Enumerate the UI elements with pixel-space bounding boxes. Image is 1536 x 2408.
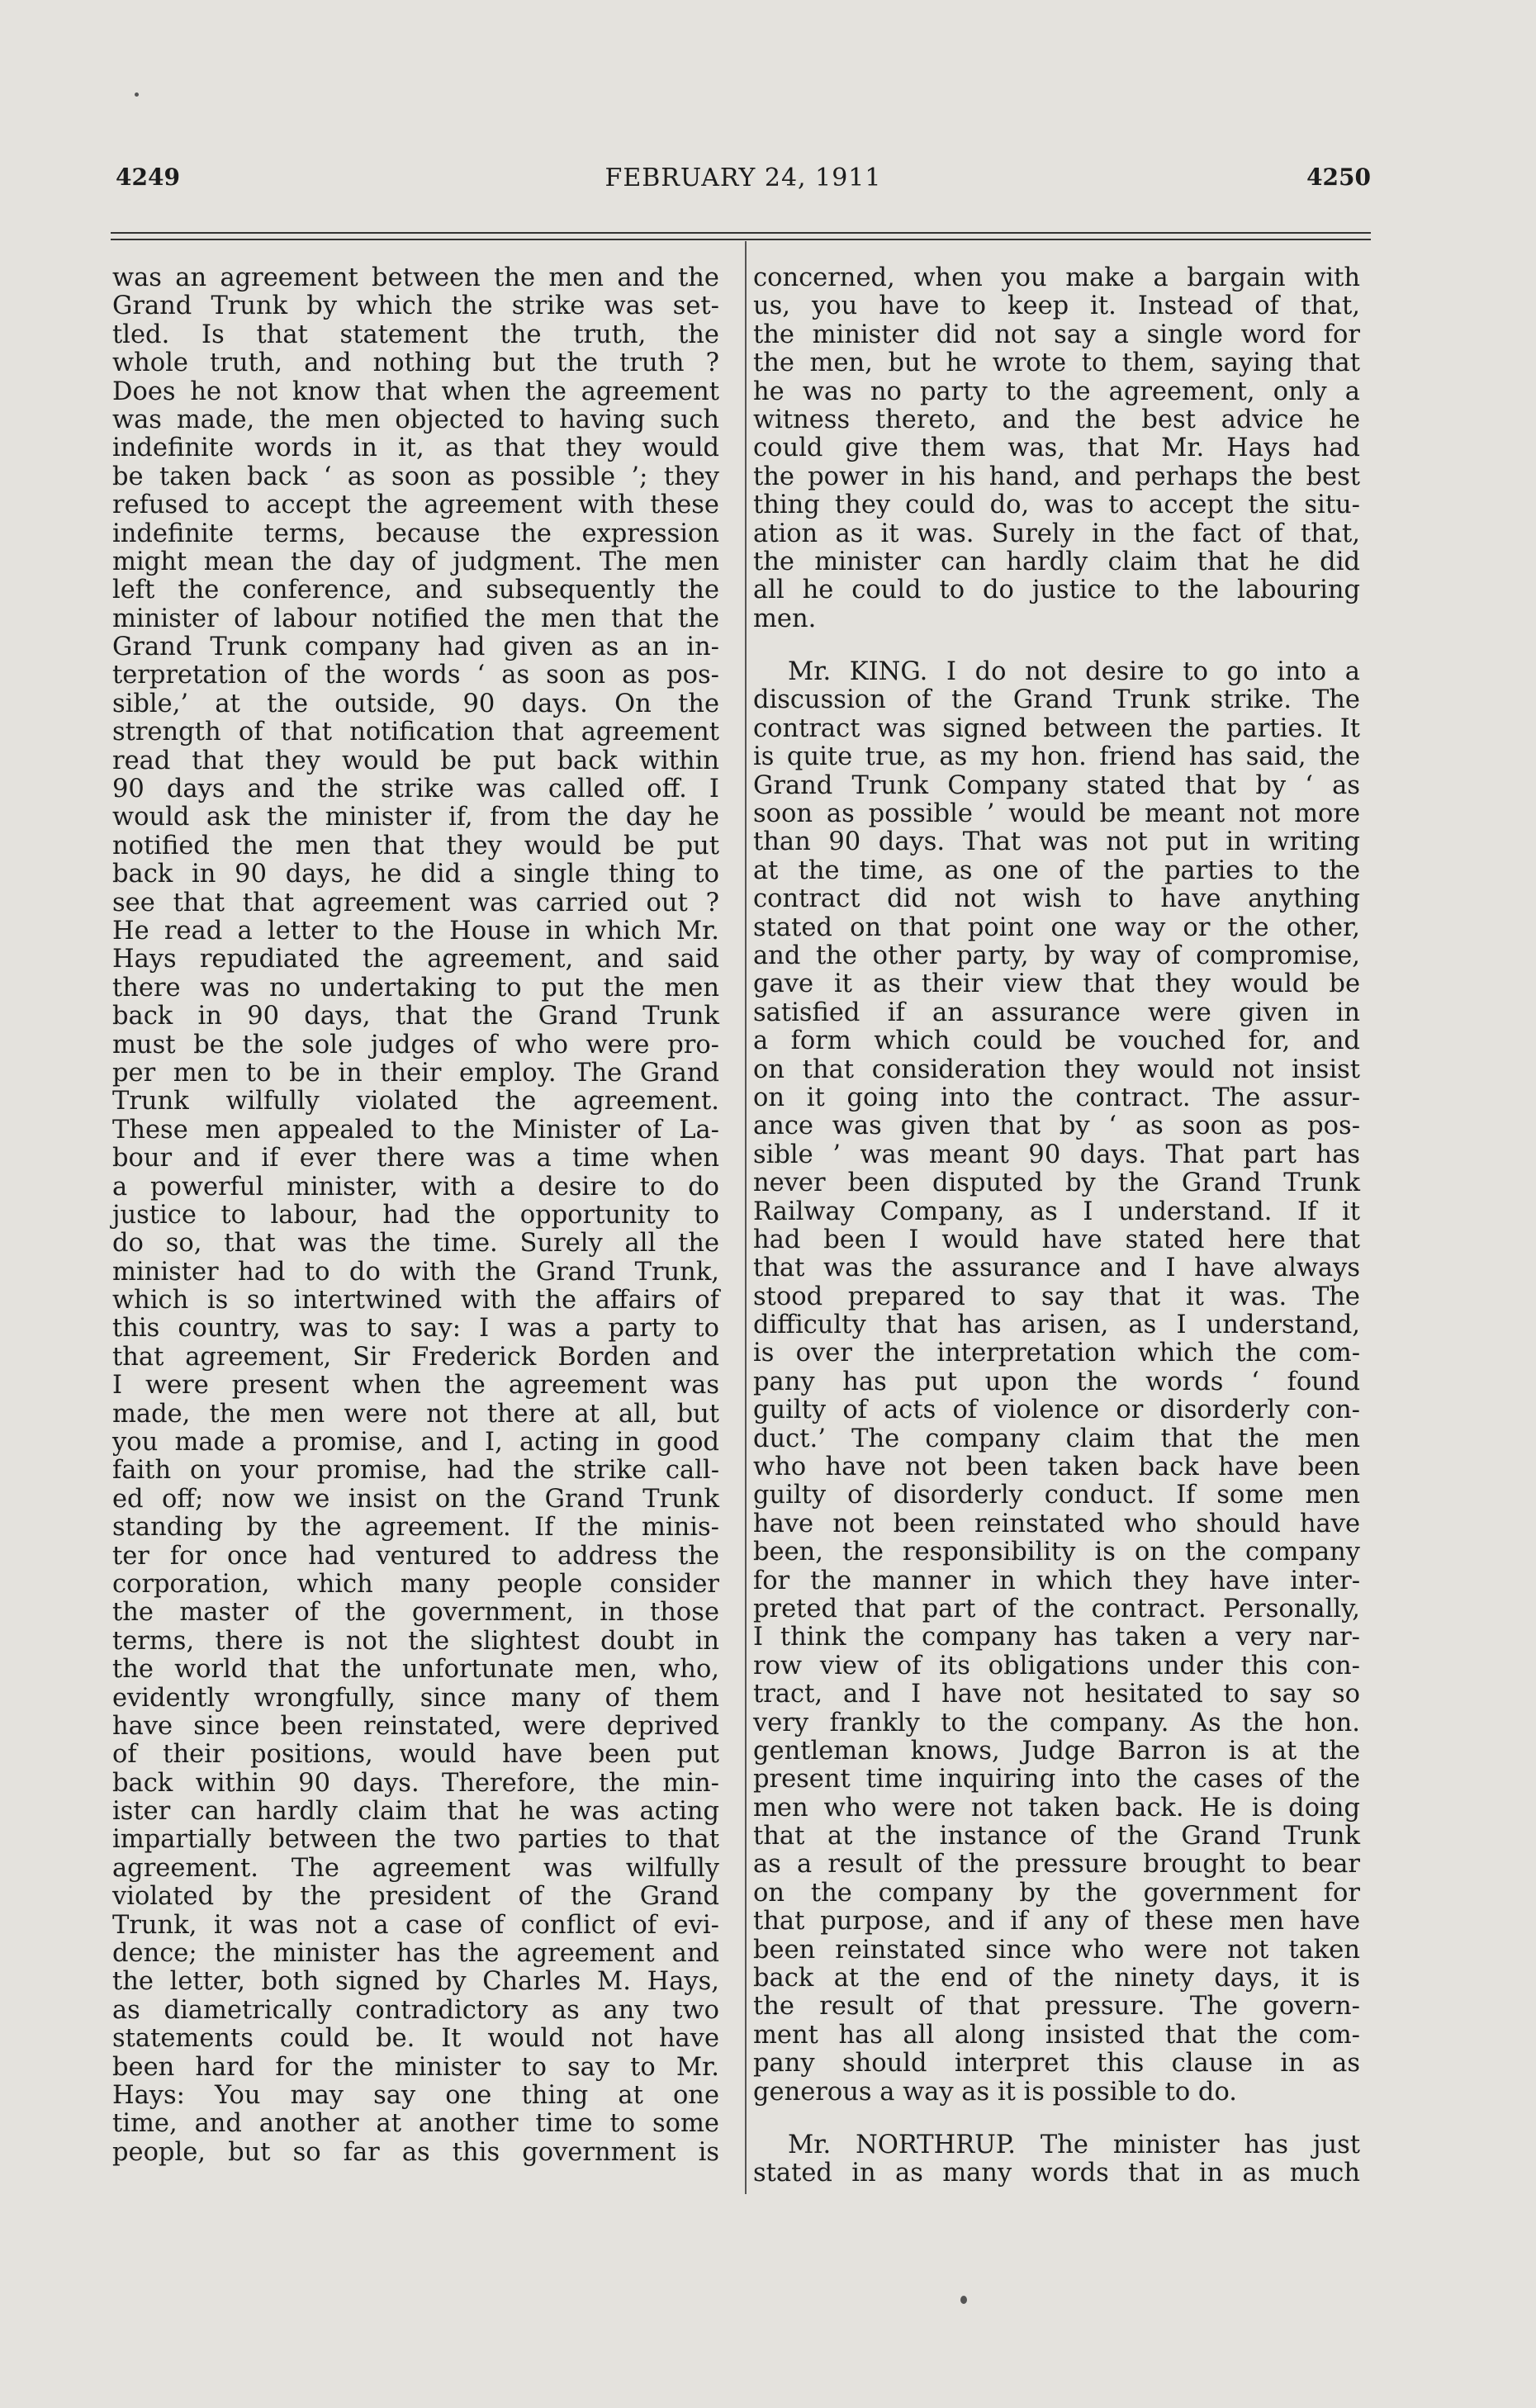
text-line: sible ’ was meant 90 days. That part has	[753, 1140, 1360, 1169]
text-line: Grand Trunk Company stated that by ‘ as	[753, 770, 1360, 800]
text-line: statements could be. It would not have	[112, 2024, 719, 2054]
text-line: for the manner in which they have inter-	[753, 1566, 1360, 1595]
text-line: back in 90 days, he did a single thing to	[112, 860, 719, 889]
text-line: I were present when the agreement was	[112, 1371, 719, 1401]
text-line: never been disputed by the Grand Trunk	[753, 1168, 1360, 1198]
header-rule-bottom	[111, 239, 1371, 240]
text-line: of their positions, would have been put	[112, 1740, 719, 1770]
text-line: Hays repudiated the agreement, and said	[112, 945, 719, 974]
paragraph-gap	[753, 2107, 1360, 2131]
text-line: strength of that notification that agreement	[112, 718, 719, 747]
text-line: and the other party, by way of compromise,	[753, 941, 1360, 970]
page-date: FEBRUARY 24, 1911	[604, 164, 882, 192]
text-line: contract was signed between the parties. It	[753, 713, 1360, 743]
text-line: there was no undertaking to put the men	[112, 973, 719, 1003]
text-line: was made, the men objected to having such	[112, 405, 719, 434]
text-line: guilty of acts of violence or disorderly con-	[753, 1396, 1360, 1425]
text-line: standing by the agreement. If the minis-	[112, 1513, 719, 1543]
text-line: been, the responsibility is on the company	[753, 1538, 1360, 1567]
text-line: minister of labour notified the men that the	[112, 604, 719, 633]
text-line: evidently wrongfully, since many of them	[112, 1683, 719, 1713]
text-line: men.	[753, 604, 817, 633]
text-line: ed off; now we insist on the Grand Trunk	[112, 1484, 719, 1514]
text-line: dence; the minister has the agreement and	[112, 1939, 719, 1969]
text-line: generous a way as it is possible to do.	[753, 2077, 1237, 2107]
text-line: Mr. NORTHRUP. The minister has just	[788, 2131, 1360, 2159]
speck-top	[135, 92, 139, 97]
text-line: see that that agreement was carried out ?	[112, 888, 719, 917]
text-line: might mean the day of judgment. The men	[112, 547, 719, 576]
text-line: terpretation of the words ‘ as soon as pos-	[112, 661, 719, 690]
text-line: read that they would be put back within	[112, 746, 719, 775]
text-line: stated in as many words that in as much	[753, 2159, 1360, 2188]
text-line: impartially between the two parties to that	[112, 1825, 719, 1855]
text-line: Railway Company, as I understand. If it	[753, 1197, 1360, 1226]
text-line: the result of that pressure. The govern-	[753, 1992, 1360, 2022]
text-line: Trunk wilfully violated the agreement.	[112, 1087, 719, 1116]
text-line: I think the company has taken a very nar-	[753, 1623, 1360, 1652]
text-line: agreement. The agreement was wilfully	[112, 1853, 719, 1883]
page-number-right: 4250	[1306, 164, 1371, 191]
text-line: must be the sole judges of who were pro-	[112, 1030, 719, 1059]
text-line: the minister can hardly claim that he did	[753, 547, 1360, 576]
text-line: Grand Trunk by which the strike was set-	[112, 292, 719, 321]
text-line: thing they could do, was to accept the situ-	[753, 491, 1360, 520]
text-line: a form which could be vouched for, and	[753, 1026, 1360, 1056]
text-line: would ask the minister if, from the day he	[112, 803, 719, 832]
text-line: preted that part of the contract. Personally,	[753, 1594, 1360, 1624]
text-line: gentleman knows, Judge Barron is at the	[753, 1736, 1360, 1766]
text-line: stood prepared to say that it was. The	[753, 1282, 1360, 1311]
text-line: that at the instance of the Grand Trunk	[753, 1822, 1360, 1851]
text-line: on it going into the contract. The assur-	[753, 1083, 1360, 1112]
text-line: the world that the unfortunate men, who,	[112, 1655, 719, 1685]
text-line: that purpose, and if any of these men have	[753, 1907, 1360, 1936]
text-line: stated on that point one way or the other,	[753, 912, 1360, 942]
text-line: Grand Trunk company had given as an in-	[112, 633, 719, 662]
text-line: gave it as their view that they would be	[753, 969, 1360, 999]
text-line: have not been reinstated who should have	[753, 1509, 1360, 1538]
text-line: the master of the government, in those	[112, 1598, 719, 1628]
text-line: all he could to do justice to the labouring	[753, 576, 1360, 605]
paragraph-mr-king	[753, 658, 1360, 2107]
text-line: pany should interpret this clause in as	[753, 2049, 1360, 2079]
paragraph-continuation	[753, 264, 1360, 633]
text-line: pany has put upon the words ‘ found	[753, 1367, 1360, 1396]
text-line: us, you have to keep it. Instead of that,	[753, 292, 1360, 321]
paragraph-gap	[753, 633, 1360, 658]
speck-bottom	[960, 2296, 967, 2304]
text-line: than 90 days. That was not put in writing	[753, 827, 1360, 857]
text-line: whole truth, and nothing but the truth ?	[112, 348, 719, 378]
text-line: tract, and I have not hesitated to say so	[753, 1680, 1360, 1709]
text-line: sible,’ at the outside, 90 days. On the	[112, 689, 719, 718]
text-line: faith on your promise, had the strike call-	[112, 1456, 719, 1486]
text-line: which is so intertwined with the affairs of	[112, 1286, 719, 1315]
text-line: was an agreement between the men and the	[112, 263, 719, 292]
left-column	[112, 264, 719, 2167]
text-line: ance was given that by ‘ as soon as pos-	[753, 1112, 1360, 1141]
text-line: guilty of disorderly conduct. If some men	[753, 1481, 1360, 1510]
text-line: concerned, when you make a bargain with	[753, 263, 1360, 292]
text-line: that agreement, Sir Frederick Borden and	[112, 1342, 719, 1372]
text-line: back in 90 days, that the Grand Trunk	[112, 1002, 719, 1031]
text-line: you made a promise, and I, acting in good	[112, 1428, 719, 1458]
text-line: 90 days and the strike was called off. I	[112, 775, 719, 804]
text-line: this country, was to say: I was a party to	[112, 1314, 719, 1344]
text-line: present time inquiring into the cases of the	[753, 1765, 1360, 1794]
text-line: Hays: You may say one thing at one	[112, 2081, 719, 2110]
text-line: do so, that was the time. Surely all the	[112, 1229, 719, 1259]
text-line: witness thereto, and the best advice he	[753, 405, 1360, 434]
text-line: been hard for the minister to say to Mr.	[112, 2052, 719, 2082]
text-line: on that consideration they would not insist	[753, 1055, 1360, 1084]
text-line: left the conference, and subsequently the	[112, 576, 719, 605]
text-line: violated by the president of the Grand	[112, 1882, 719, 1912]
text-line: satisfied if an assurance were given in	[753, 998, 1360, 1027]
text-line: people, but so far as this government is	[112, 2137, 719, 2167]
text-line: ter for once had ventured to address the	[112, 1541, 719, 1571]
text-line: the letter, both signed by Charles M. Hays,	[112, 1967, 719, 1997]
text-line: the men, but he wrote to them, saying that	[753, 348, 1360, 378]
text-line: indefinite words in it, as that they would	[112, 434, 719, 463]
text-line: notified the men that they would be put	[112, 831, 719, 860]
text-line: soon as possible ’ would be meant not more	[753, 799, 1360, 829]
text-line: ment has all along insisted that the com-	[753, 2020, 1360, 2050]
text-line: justice to labour, had the opportunity to	[112, 1200, 719, 1230]
text-line: had been I would have stated here that	[753, 1225, 1360, 1254]
text-line: as a result of the pressure brought to bear	[753, 1850, 1360, 1879]
text-line: on the company by the government for	[753, 1878, 1360, 1908]
text-line: per men to be in their employ. The Grand	[112, 1058, 719, 1088]
text-line: ation as it was. Surely in the fact of that,	[753, 519, 1360, 548]
text-line: terms, there is not the slightest doubt in	[112, 1626, 719, 1656]
text-line: bour and if ever there was a time when	[112, 1144, 719, 1173]
text-line: men who were not taken back. He is doing	[753, 1793, 1360, 1823]
text-line: row view of its obligations under this con-	[753, 1651, 1360, 1680]
text-line: discussion of the Grand Trunk strike. The	[753, 685, 1360, 715]
text-line: refused to accept the agreement with these	[112, 491, 719, 520]
text-line: be taken back ‘ as soon as possible ’; they	[112, 462, 719, 491]
text-line: Does he not know that when the agreement	[112, 377, 719, 406]
text-line: He read a letter to the House in which Mr.	[112, 916, 719, 946]
right-column	[753, 264, 1360, 2188]
text-line: very frankly to the company. As the hon.	[753, 1708, 1360, 1737]
text-line: Mr. KING. I do not desire to go into a	[788, 657, 1360, 687]
text-line: duct.’ The company claim that the men	[753, 1424, 1360, 1453]
text-line: corporation, which many people consider	[112, 1569, 719, 1599]
text-line: ister can hardly claim that he was acting	[112, 1797, 719, 1827]
text-line: that was the assurance and I have always	[753, 1254, 1360, 1283]
text-line: made, the men were not there at all, but	[112, 1399, 719, 1429]
text-line: is quite true, as my hon. friend has said, the	[753, 742, 1360, 772]
page-header	[116, 164, 1371, 205]
text-line: the minister did not say a single word for	[753, 320, 1360, 349]
paragraph-mr-northrup	[753, 2131, 1360, 2188]
text-line: have since been reinstated, were deprived	[112, 1711, 719, 1741]
text-line: back at the end of the ninety days, it is	[753, 1964, 1360, 1993]
text-line: a powerful minister, with a desire to do	[112, 1172, 719, 1202]
text-line: difficulty that has arisen, as I understand,	[753, 1311, 1360, 1340]
page-number-left: 4249	[116, 164, 180, 191]
text-line: he was no party to the agreement, only a	[753, 377, 1360, 406]
text-line: the power in his hand, and perhaps the best	[753, 462, 1360, 491]
text-line: back within 90 days. Therefore, the min-	[112, 1768, 719, 1798]
text-line: who have not been taken back have been	[753, 1453, 1360, 1482]
text-line: been reinstated since who were not taken	[753, 1935, 1360, 1965]
text-line: minister had to do with the Grand Trunk,	[112, 1257, 719, 1287]
text-line: indefinite terms, because the expression	[112, 519, 719, 548]
text-line: is over the interpretation which the com-	[753, 1339, 1360, 1368]
text-line: tled. Is that statement the truth, the	[112, 320, 719, 349]
text-line: Trunk, it was not a case of conflict of evi-	[112, 1910, 719, 1940]
text-line: contract did not wish to have anything	[753, 884, 1360, 914]
column-divider	[745, 241, 747, 2194]
text-line: time, and another at another time to some	[112, 2109, 719, 2139]
text-line: could give them was, that Mr. Hays had	[753, 434, 1360, 463]
header-rule-top	[111, 232, 1371, 234]
text-line: These men appealed to the Minister of La-	[112, 1115, 719, 1145]
text-line: as diametrically contradictory as any two	[112, 1995, 719, 2025]
text-line: at the time, as one of the parties to the	[753, 856, 1360, 885]
